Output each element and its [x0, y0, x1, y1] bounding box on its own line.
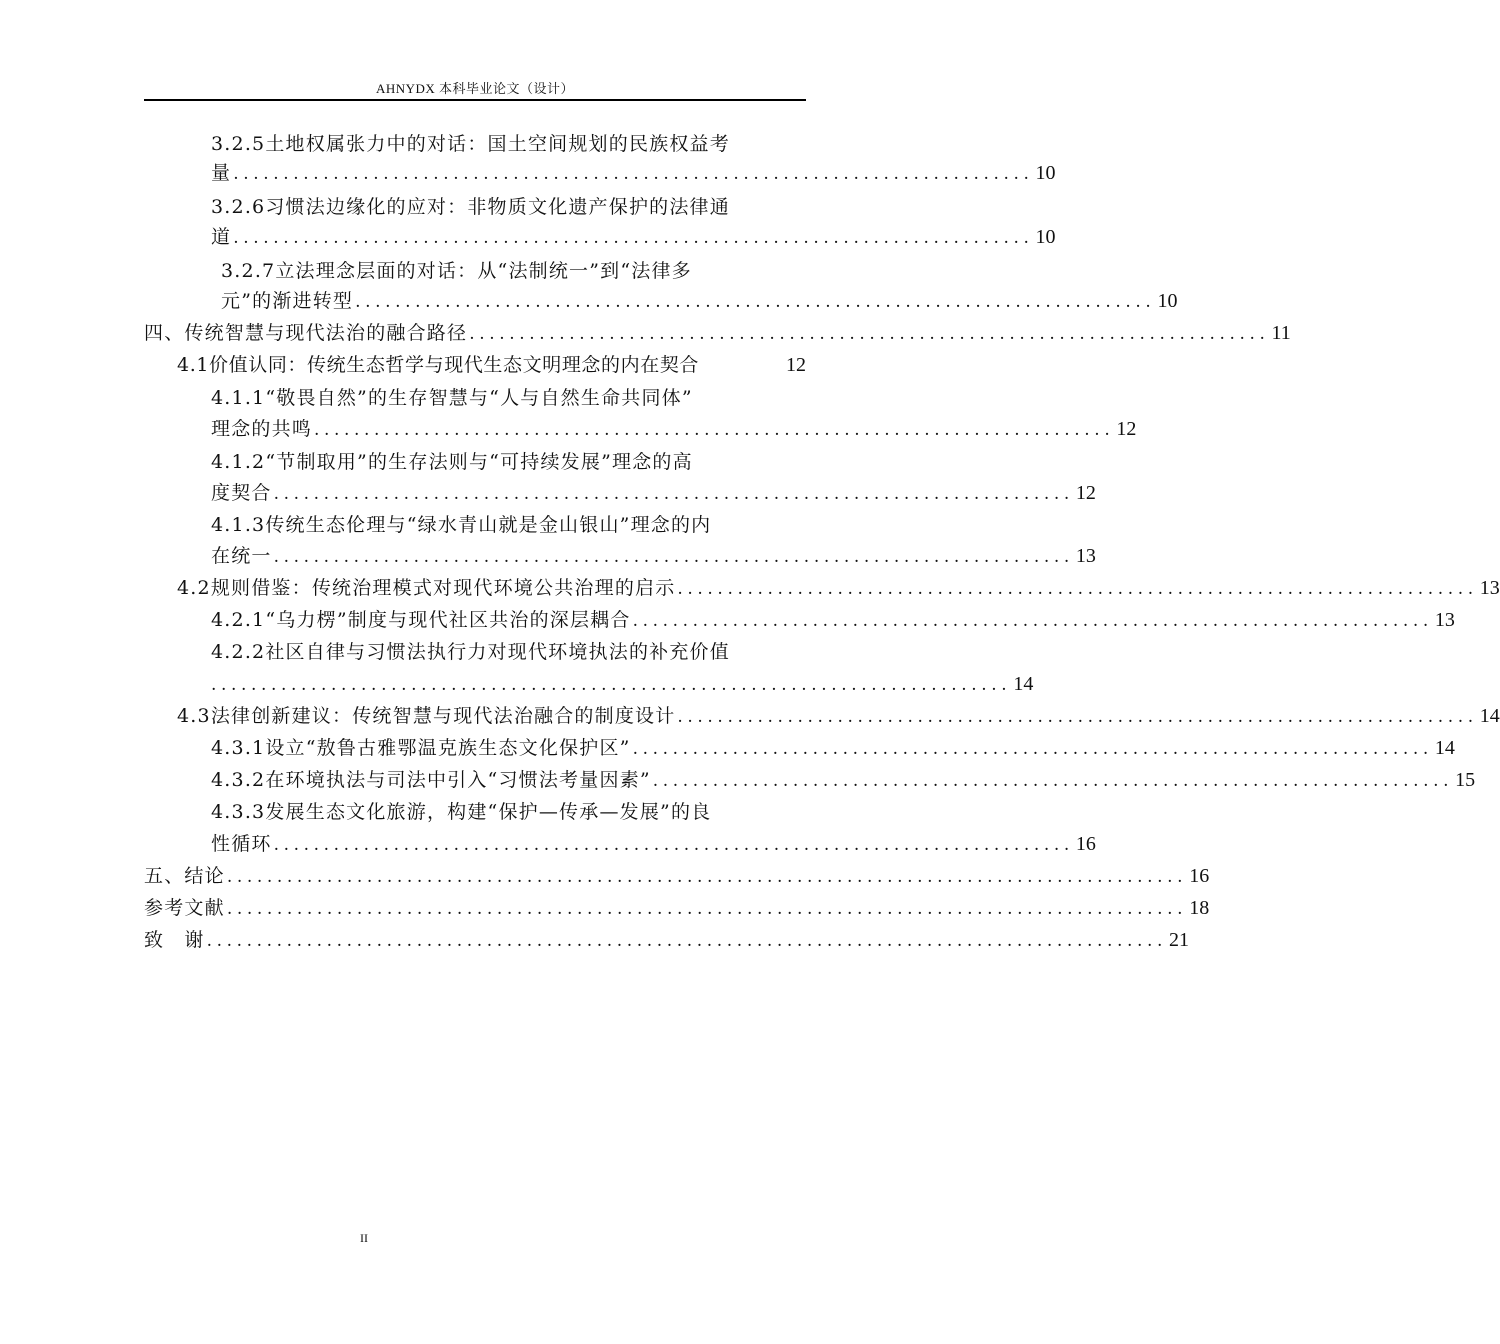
- toc-entry-3-2-5-line-1: 3.2.5土地权属张力中的对话：国土空间规划的民族权益考: [211, 133, 730, 155]
- toc-page-number: 16: [1075, 833, 1096, 855]
- toc-entry-4-1[interactable]: [177, 352, 806, 378]
- dot-leader: ................................................................................: [652, 771, 1454, 791]
- dot-leader: ................................................................................: [233, 164, 1034, 184]
- toc-entry-3-2-5[interactable]: [211, 160, 1056, 186]
- dot-leader: ................................................................................: [273, 547, 1074, 567]
- toc-entry-text: 4.3.1设立“敖鲁古雅鄂温克族生态文化保护区”: [211, 737, 631, 759]
- toc-entry-text: 道: [211, 226, 232, 248]
- toc-page-number: 12: [1116, 418, 1137, 440]
- toc-entry-4-2-1[interactable]: [211, 607, 1455, 633]
- toc-entry-text: 4.2.1“乌力楞”制度与现代社区共治的深层耦合: [211, 609, 631, 631]
- toc-entry-text: 量: [211, 162, 232, 184]
- toc-entry-4-1-3-line-1: 4.1.3传统生态伦理与“绿水青山就是金山银山”理念的内: [211, 514, 712, 536]
- toc-page-number: 16: [1189, 865, 1210, 887]
- toc-page-number: 13: [1479, 577, 1500, 599]
- toc-entry-text: 致 谢: [144, 929, 205, 951]
- toc-entry-4-1-3[interactable]: [211, 543, 1096, 569]
- toc-entry-text: 元”的渐进转型: [221, 290, 354, 312]
- toc-entry-text: 4.3法律创新建议：传统智慧与现代法治融合的制度设计: [177, 705, 676, 727]
- toc-page-number: 18: [1189, 897, 1210, 919]
- toc-page-number: 10: [1035, 162, 1056, 184]
- dot-leader: ................................................................................: [355, 292, 1156, 312]
- toc-entry-4-3-3-line-1: 4.3.3发展生态文化旅游，构建“保护—传承—发展”的良: [211, 801, 712, 823]
- dot-leader: ................................................................................: [632, 739, 1433, 759]
- toc-entry-text: 参考文献: [144, 897, 225, 919]
- toc-entry-text: 五、结论: [144, 865, 225, 887]
- toc-entry-text: 度契合: [211, 482, 272, 504]
- dot-leader: ................................................................................: [632, 611, 1433, 631]
- toc-page-number: 13: [1075, 545, 1096, 567]
- dot-leader: ................................................................................................: [226, 867, 1188, 887]
- toc-entry-4-1-1-line-1: 4.1.1“敬畏自然”的生存智慧与“人与自然生命共同体”: [211, 387, 693, 409]
- toc-entry-4-2[interactable]: [177, 575, 1500, 601]
- toc-entry-4-1-1[interactable]: [211, 416, 1137, 442]
- toc-entry-4-2-2[interactable]: [211, 671, 1034, 697]
- page-number-footer: II: [360, 1231, 368, 1245]
- toc-entry-text: 4.2规则借鉴：传统治理模式对现代环境公共治理的启示: [177, 577, 676, 599]
- toc-entry-4-3-3[interactable]: [211, 831, 1096, 857]
- toc-page-number: 12: [786, 354, 806, 376]
- toc-entry-references[interactable]: [144, 895, 1210, 921]
- toc-entry-text: 在统一: [211, 545, 272, 567]
- toc-entry-text: 性循环: [211, 833, 272, 855]
- toc-page-number: 11: [1271, 322, 1291, 344]
- header-rule: [144, 99, 806, 101]
- toc-entry-3-2-7[interactable]: [221, 288, 1178, 314]
- toc-page-number: 10: [1157, 290, 1178, 312]
- dot-leader: ................................................................................: [314, 420, 1115, 440]
- toc-entry-3-2-7-line-1: 3.2.7立法理念层面的对话：从“法制统一”到“法律多: [221, 260, 692, 282]
- dot-leader: ................................................................................: [211, 675, 1012, 695]
- toc-entry-text: 4.3.2在环境执法与司法中引入“习惯法考量因素”: [211, 769, 651, 791]
- toc-page-number: 13: [1434, 609, 1455, 631]
- dot-leader: ................................................................................: [273, 484, 1074, 504]
- dot-leader: ................................................................................: [677, 579, 1478, 599]
- toc-entry-4-3-1[interactable]: [211, 735, 1455, 761]
- toc-page-number: 12: [1075, 482, 1096, 504]
- toc-page-number: 21: [1168, 929, 1189, 951]
- dot-leader: ................................................................................................: [206, 931, 1167, 951]
- toc-entry-chapter-5[interactable]: [144, 863, 1210, 889]
- toc-entry-4-2-2-line-1: 4.2.2社区自律与习惯法执行力对现代环境执法的补充价值: [211, 641, 730, 663]
- toc-page-number: 14: [1479, 705, 1500, 727]
- toc-entry-4-3-2[interactable]: [211, 767, 1476, 793]
- toc-entry-3-2-6[interactable]: [211, 224, 1056, 250]
- dot-leader: ................................................................................: [469, 324, 1270, 344]
- toc-entry-4-1-2[interactable]: [211, 480, 1096, 506]
- toc-entry-3-2-6-line-1: 3.2.6习惯法边缘化的应对：非物质文化遗产保护的法律通: [211, 196, 730, 218]
- toc-page-number: 15: [1455, 769, 1476, 791]
- toc-entry-4-3[interactable]: [177, 703, 1500, 729]
- toc-entry-acknowledgements[interactable]: [144, 927, 1189, 953]
- toc-entry-text: 4.1价值认同：传统生态哲学与现代生态文明理念的内在契合: [177, 354, 700, 376]
- toc-entry-text: 理念的共鸣: [211, 418, 313, 440]
- toc-entry-text: 四、传统智慧与现代法治的融合路径: [144, 322, 468, 344]
- toc-page-number: 10: [1035, 226, 1056, 248]
- dot-leader: ................................................................................: [233, 228, 1034, 248]
- dot-leader: ................................................................................: [677, 707, 1478, 727]
- toc-page-number: 14: [1434, 737, 1455, 759]
- dot-leader: ................................................................................: [273, 835, 1074, 855]
- toc-page-number: 14: [1013, 673, 1034, 695]
- running-header: AHNYDX 本科毕业论文（设计）: [375, 81, 575, 96]
- dot-leader: ................................................................................................: [226, 899, 1188, 919]
- toc-entry-chapter-4[interactable]: [144, 320, 1291, 346]
- toc-entry-4-1-2-line-1: 4.1.2“节制取用”的生存法则与“可持续发展”理念的高: [211, 451, 693, 473]
